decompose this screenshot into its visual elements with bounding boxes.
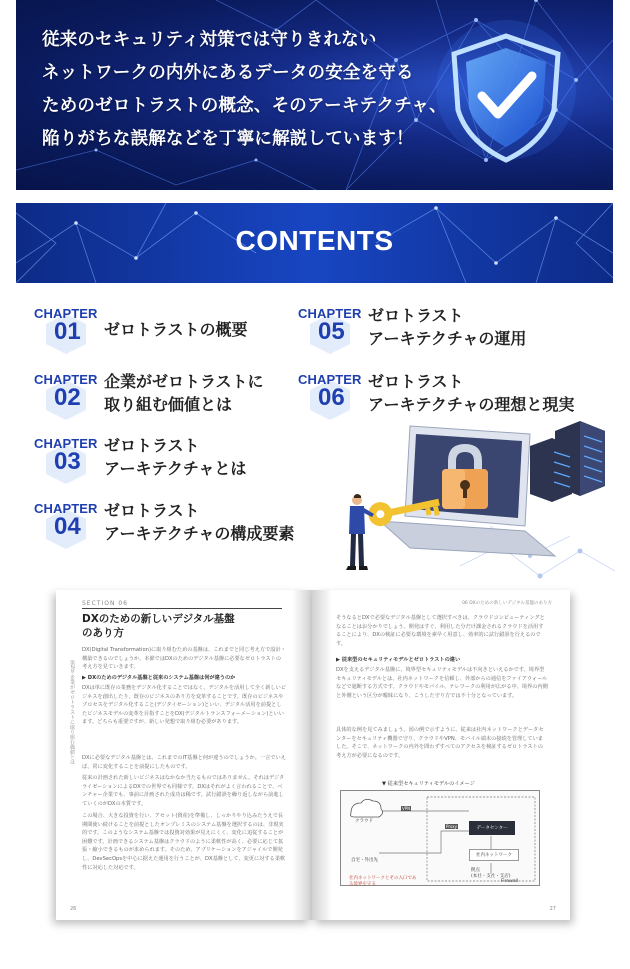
- diagram-mobile-label: 自宅・外出先: [351, 858, 378, 863]
- body-paragraph: DXを支えるデジタル基盤に、境界型セキュリティモデルは不向きといえるかです。境界型セキュリティモデルとは、社内ネットワークを信頼し、外部からの通信をファイアウォールなどで遮断する方式です。クラウドやモバイル、テレワークの利用が広がる中、境界の内側と外側という区分が曖昧になり、こうした守り方では不十分となっています。: [336, 667, 548, 699]
- security-diagram: [340, 790, 540, 886]
- subheading: ▶ DXのためのデジタル基盤と従来のシステム基盤は何が違うのか: [82, 675, 236, 681]
- diagram-datacenter: データセンター: [469, 821, 515, 835]
- chapter-word: CHAPTER: [34, 372, 98, 387]
- section-title: [82, 612, 235, 640]
- body-paragraph: 具体的な例を見てみましょう。図の例で示すように、従来は社内ネットワークとデータセンターをセキュリティ機器で守り、クラウドやVPN、モバイル端末の接続を管理していました。そこで、ネットワークの内外を問わずすべてのアクセスを検証するゼロトラストの考え方が必要になるのです。: [336, 727, 544, 759]
- page-number: 27: [549, 906, 556, 912]
- chapter-title: [104, 434, 246, 480]
- page-number: 26: [70, 906, 77, 912]
- chapter-number: 04: [54, 513, 81, 540]
- section-title-line: のあり方: [82, 627, 124, 639]
- chapter-title-line: 企業がゼロトラストに: [104, 372, 264, 391]
- diagram-internal-network: 社内ネットワーク: [469, 849, 519, 861]
- chapter-title-line: アーキテクチャの理想と現実: [368, 395, 575, 414]
- diagram-branch-label: 拠点 (本社・支社・支店): [471, 868, 511, 879]
- chapter-badge: [298, 304, 362, 352]
- chapter-badge: [34, 370, 98, 418]
- chapter-title: [368, 304, 526, 350]
- diagram-cloud-label: クラウド: [355, 819, 373, 824]
- section-label: SECTION 06: [82, 600, 128, 607]
- chapter-word: CHAPTER: [298, 306, 362, 321]
- chapter-number: 05: [318, 318, 345, 345]
- section-rule: [82, 608, 282, 609]
- chapter-title-line: ゼロトラスト: [104, 501, 200, 520]
- chapter-title-line: ゼロトラスト: [104, 436, 200, 455]
- diagram-proxy-label: Proxy: [446, 824, 457, 829]
- body-paragraph: DXは単に既存の業務をデジタル化することではなく、デジタルを活用して全く新しいビジネスを創出したり、既存のビジネスのあり方を変革することです。既存のビジネスやプロセスをデジタル化すること(デジタイゼーション)といい、デジタル活用を前提としたビジネスモデルの変革を目指すことをDX(デジタルトランスフォーメーション)といいます。どちらも重要ですが、新しい発想で取り組む必要があります。: [82, 685, 286, 726]
- running-head: 06 DXのための新しいデジタル基盤のあり方: [462, 601, 552, 606]
- body-paragraph: そうなるとDXで必要なデジタル基盤として選択すべきは、クラウドコンピューティングとなることはお分かりでしょう。開発はすぐ、利用した分だけ課金されるクラウドを活用することにより、DXの検証に必要な環境を素早く用意し、効率的に試行錯誤を行えるのです。: [336, 615, 545, 647]
- book-page-right: [312, 590, 570, 920]
- body-paragraph: DX(Digital Transformation)に取り組むための基盤は、これまでと同じ考え方で設計・構築できるのでしょうか。本節ではDXのためのデジタル基盤に必要なゼロトラストの考え方を見ていきます。: [82, 647, 286, 671]
- contents-banner: [16, 203, 613, 283]
- contents-title: CONTENTS: [235, 225, 394, 256]
- section-title-line: DXのための新しいデジタル基盤: [82, 613, 235, 625]
- chapter-badge: [298, 370, 362, 418]
- chapter-title-line: ゼロトラスト: [368, 372, 464, 391]
- hero-line: 陥りがちな誤解などを丁寧に解説しています！: [42, 129, 414, 149]
- chapter-title-line: アーキテクチャの構成要素: [104, 524, 295, 543]
- chapter-number: 02: [54, 384, 81, 411]
- chapter-title: [104, 499, 294, 545]
- hero-banner: [16, 0, 613, 190]
- diagram-firewall-label: Firewall: [501, 879, 518, 884]
- chapter-word: CHAPTER: [34, 436, 98, 451]
- chapter-word: CHAPTER: [34, 306, 98, 321]
- chapter-title: [104, 370, 264, 416]
- chapter-badge: [34, 304, 98, 352]
- cloud-icon: [351, 799, 383, 817]
- chapter-number: 03: [54, 448, 81, 475]
- chapter-title: [104, 318, 248, 341]
- chapter-badge: [34, 499, 98, 547]
- chapter-title-line: ゼロトラスト: [368, 306, 464, 325]
- hero-line: ためのゼロトラストの概念、そのアーキテクチャ、: [42, 96, 447, 116]
- hero-description: [42, 24, 462, 156]
- chapter-word: CHAPTER: [298, 372, 362, 387]
- book-page-left: [56, 590, 312, 920]
- chapter-word: CHAPTER: [34, 501, 98, 516]
- diagram-note: 社内ネットワークとその入口である境界を守る: [349, 876, 417, 887]
- diagram-vpn-label: VPN: [402, 806, 411, 811]
- body-paragraph: この場合、大きな投資を行い、アセット(資産)を準備し、しっかりやり込みたうえで長期間使い続けることを前提としたオンプレミスのシステム基盤を選択するのは、非現実的です。このようなシステム基盤では投資対効果が見えにくく、変化に追従することが困難です。計画できるシステム基盤はクラウドのように柔軟性が高く、必要に応じて拡張・縮小できるものが求められます。そのため、アプリケーションをアジャイルで開発し、DevSecOpsを中心に据えた運用を行うことが、DX基盤として、変更に対する柔軟性に対応した対応です。: [82, 813, 286, 871]
- subheading: ▶ 従来型のセキュリティモデルとゼロトラストの違い: [336, 657, 461, 663]
- book-gutter-shadow: [292, 590, 332, 920]
- hero-line: ネットワークの内外にあるデータの安全を守る: [42, 63, 414, 83]
- chapter-badge: [34, 434, 98, 482]
- chapter-title-line: ゼロトラストの概要: [104, 320, 248, 339]
- chapter-title-line: アーキテクチャとは: [104, 459, 247, 478]
- figure-caption: ▼ 従来型セキュリティモデルのイメージ: [382, 781, 475, 787]
- chapter-side-tab: 第2章 企業がゼロトラストに取り組む価値とは: [69, 660, 75, 765]
- body-paragraph: 従来の計画された新しいビジネスはなかなか当たるものではありません。それはデジタライゼーションによるDXでの世界でも同様です。DXはそれがよく言われることで、ベンチャー企業でも、事前に計画された成功は稀です。試行錯誤を繰り返しながら前進していくのがDXの本質です。: [82, 775, 285, 807]
- chapter-title-line: アーキテクチャの運用: [368, 329, 527, 348]
- chapter-number: 01: [54, 318, 81, 345]
- laptop-padlock-key-icon: [340, 416, 620, 586]
- chapter-title: [368, 370, 574, 416]
- chapter-title-line: 取り組む価値とは: [104, 395, 233, 414]
- body-paragraph: DXに必要なデジタル基盤とは、これまでのIT基盤と何が違うのでしょうか。一言でいえば、常に変化することを前提にしたものです。: [82, 755, 286, 770]
- chapter-number: 06: [318, 384, 345, 411]
- hero-line: 従来のセキュリティ対策では守りきれない: [42, 30, 377, 50]
